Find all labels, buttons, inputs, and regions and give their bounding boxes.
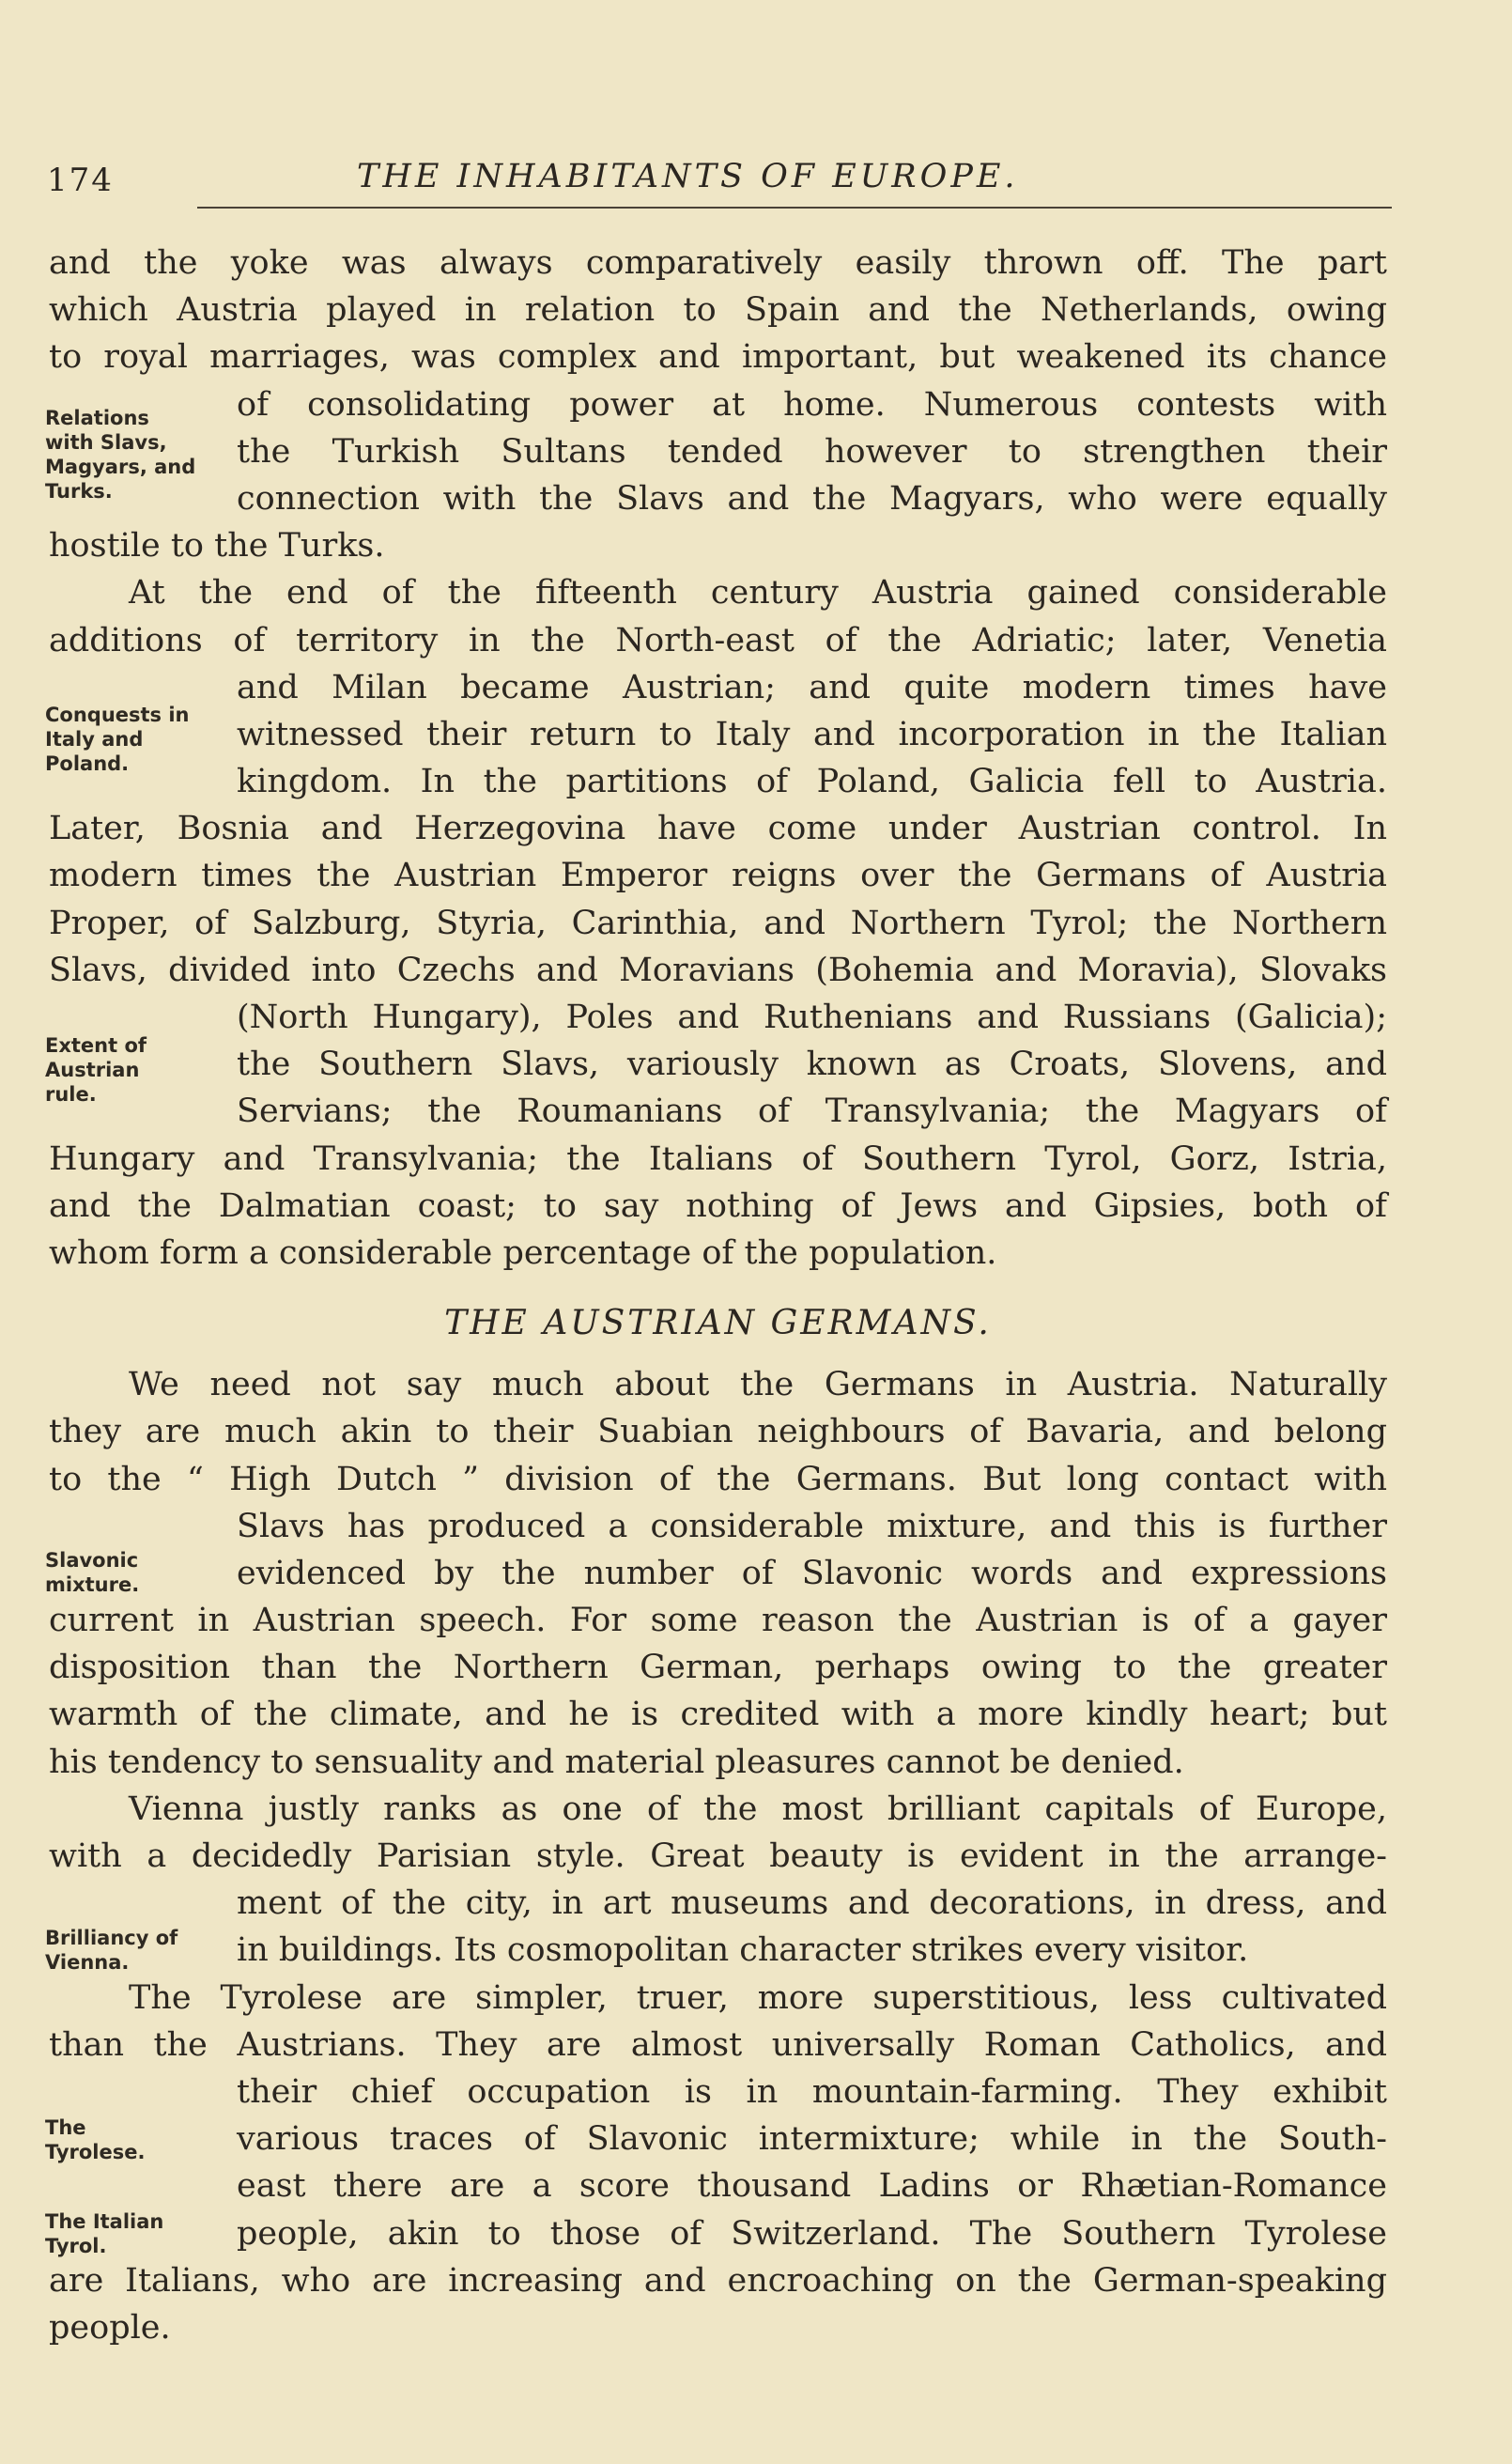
sidenote-line: Relations (45, 407, 149, 429)
sidenote-line: Conquests in (45, 704, 190, 726)
text-line: are Italians, who are increasing and encroaching on the German-speaking (49, 2261, 1387, 2300)
text-line: connection with the Slavs and the Magyars, who were equally (237, 479, 1387, 518)
body-text (49, 240, 1387, 2351)
sidenote-line: Vienna. (45, 1951, 130, 1974)
text-line: people. (49, 2308, 171, 2347)
sidenote-line: Poland. (45, 752, 130, 775)
page-number: 174 (47, 162, 114, 199)
text-line: and the yoke was always comparatively easily thrown off. The part (49, 244, 1387, 282)
text-line: additions of territory in the North-east of the Adriatic; later, Venetia (49, 621, 1387, 659)
text-line: east there are a score thousand Ladins or Rhætian-Romance (237, 2167, 1387, 2206)
sidenote-tyrolese (45, 2115, 224, 2164)
sidenote-line: rule. (45, 1083, 97, 1106)
sidenote-line: Slavonic (45, 1549, 139, 1572)
running-title: THE INHABITANTS OF EUROPE. (357, 158, 1019, 195)
text-line: Slavs, divided into Czechs and Moravians (Bohemia and Moravia), Slovaks (49, 951, 1387, 989)
text-line: disposition than the Northern German, perhaps owing to the greater (49, 1649, 1387, 1687)
text-line: witnessed their return to Italy and incorporation in the Italian (237, 715, 1387, 753)
text-line: people, akin to those of Switzerland. The Southern Tyrolese (237, 2214, 1387, 2253)
text-line: (North Hungary), Poles and Ruthenians and Russians (Galicia); (237, 999, 1387, 1036)
text-line: the Turkish Sultans tended however to strengthen their (237, 432, 1387, 471)
sidenote-line: Extent of (45, 1034, 147, 1057)
sidenote-italian-tyrol (45, 2209, 224, 2258)
text-line: the Southern Slavs, variously known as Croats, Slovens, and (237, 1046, 1387, 1084)
text-line: kingdom. In the partitions of Poland, Galicia fell to Austria. (237, 763, 1387, 801)
text-line: ment of the city, in art museums and decorations, in dress, and (237, 1884, 1387, 1923)
sidenote-extent (45, 1033, 224, 1107)
sidenote-relations (45, 406, 224, 504)
text-line: Later, Bosnia and Herzegovina have come under Austrian control. In (49, 810, 1387, 848)
page-header (0, 141, 1512, 207)
text-line: Servians; the Roumanians of Transylvania; the Magyars of (237, 1093, 1387, 1131)
header-rule (197, 207, 1392, 209)
text-line: hostile to the Turks. (49, 527, 385, 566)
text-line: to the “ High Dutch ” division of the Germans. But long contact with (49, 1460, 1387, 1498)
text-line: and Milan became Austrian; and quite modern times have (237, 668, 1387, 706)
sidenote-conquests (45, 703, 224, 776)
sidenote-line: The Italian (45, 2210, 164, 2233)
text-line: they are much akin to their Suabian neighbours of Bavaria, and belong (49, 1413, 1387, 1451)
text-line: in buildings. Its cosmopolitan character strikes every visitor. (237, 1931, 1249, 1970)
section-heading: THE AUSTRIAN GERMANS. (444, 1304, 992, 1343)
sidenote-line: Austrian (45, 1059, 140, 1081)
text-line: of consolidating power at home. Numerous contests with (237, 385, 1387, 424)
text-line: Vienna justly ranks as one of the most brilliant capitals of Europe, (129, 1790, 1387, 1828)
text-line: At the end of the fifteenth century Austria gained considerable (129, 574, 1387, 612)
sidenote-line: Tyrolese. (45, 2141, 146, 2163)
text-line: and the Dalmatian coast; to say nothing of Jews and Gipsies, both of (49, 1186, 1387, 1225)
text-line: current in Austrian speech. For some reason the Austrian is of a gayer (49, 1602, 1387, 1640)
text-line: his tendency to sensuality and material pleasures cannot be denied. (49, 1743, 1184, 1781)
sidenote-line: Brilliancy of (45, 1927, 178, 1949)
text-line: which Austria played in relation to Spain and the Netherlands, owing (49, 291, 1387, 330)
sidenote-line: The (45, 2116, 86, 2139)
text-line: Proper, of Salzburg, Styria, Carinthia, and Northern Tyrol; the Northern (49, 904, 1387, 942)
sidenote-line: with Slavs, (45, 431, 167, 454)
text-line: Hungary and Transylvania; the Italians of Southern Tyrol, Gorz, Istria, (49, 1139, 1387, 1178)
text-line: than the Austrians. They are almost universally Roman Catholics, and (49, 2025, 1387, 2064)
text-line: to royal marriages, was complex and important, but weakened its chance (49, 338, 1387, 377)
text-line: their chief occupation is in mountain-farming. They exhibit (237, 2072, 1387, 2111)
text-line: We need not say much about the Germans in Austria. Naturally (129, 1366, 1387, 1404)
text-line: The Tyrolese are simpler, truer, more superstitious, less cultivated (129, 1978, 1387, 2017)
sidenote-line: mixture. (45, 1573, 140, 1596)
sidenote-vienna (45, 1926, 224, 1975)
text-line: modern times the Austrian Emperor reigns over the Germans of Austria (49, 857, 1387, 895)
sidenote-slavonic (45, 1548, 224, 1597)
sidenote-line: Magyars, and (45, 456, 196, 478)
text-line: Slavs has produced a considerable mixture, and this is further (237, 1507, 1387, 1545)
text-line: evidenced by the number of Slavonic words and expressions (237, 1554, 1387, 1592)
text-line: warmth of the climate, and he is credited with a more kindly heart; but (49, 1696, 1387, 1734)
sidenote-line: Tyrol. (45, 2235, 107, 2257)
text-line: whom form a considerable percentage of the population. (49, 1233, 997, 1272)
sidenote-line: Italy and (45, 728, 144, 751)
text-line: various traces of Slavonic intermixture; while in the South- (237, 2120, 1387, 2159)
sidenote-line: Turks. (45, 480, 113, 503)
text-line: with a decidedly Parisian style. Great beauty is evident in the arrange- (49, 1837, 1387, 1875)
